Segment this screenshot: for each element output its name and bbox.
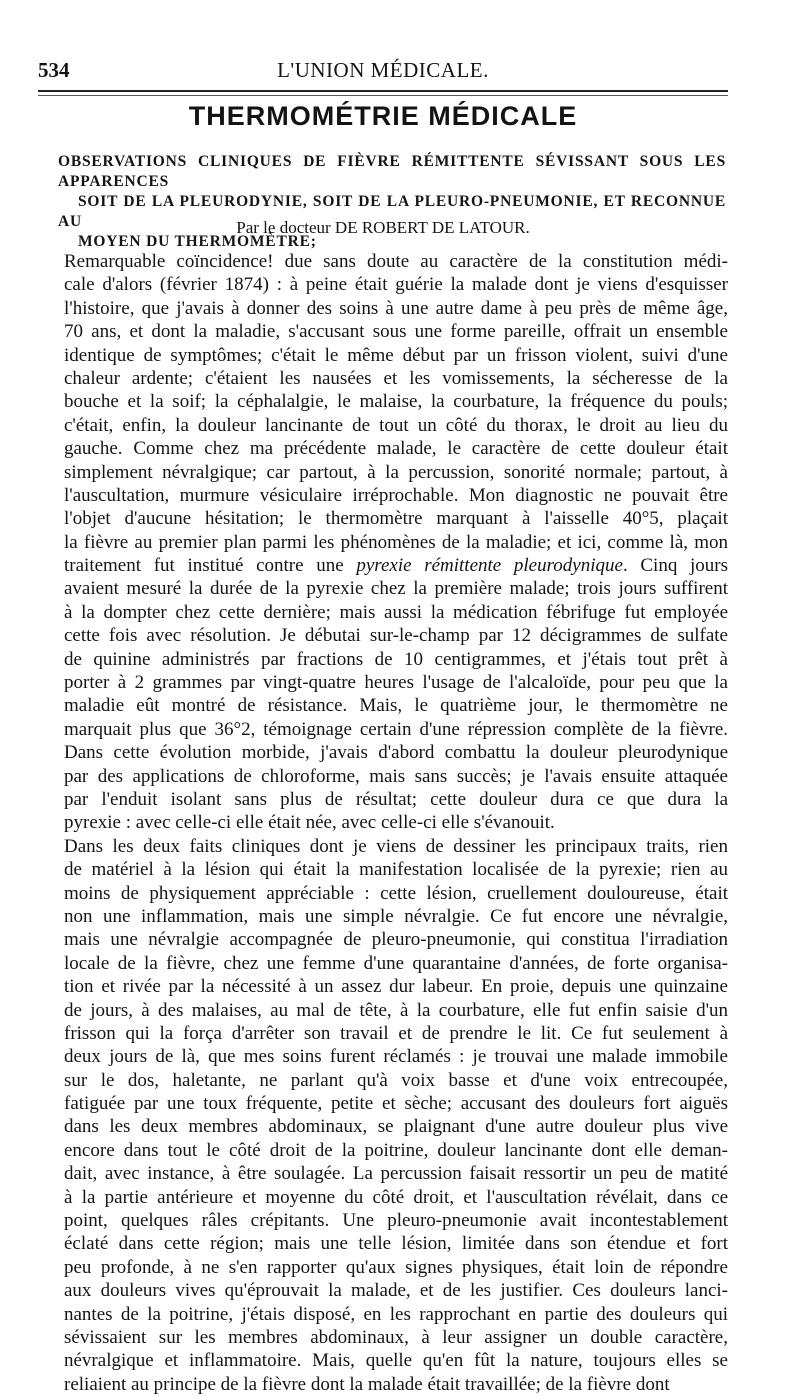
emphasized-term: pyrexie rémittente pleurodynique: [356, 555, 623, 577]
page-number: 534: [38, 58, 70, 82]
text-line: par l'enduit isolant sans plus de résultat; cette douleur dura ce que dura la: [64, 788, 728, 810]
text-line: 70 ans, et dont la maladie, s'accusant sous une forme pareille, offrait un ensemble: [64, 321, 728, 343]
running-head: [38, 56, 728, 86]
text-line: nantes de la poitrine, j'étais disposé, en les rapprochant en partie des douleurs qui: [64, 1303, 728, 1325]
text-line: encore dans tout le côté droit de la poitrine, douleur lancinante dont elle deman-: [64, 1139, 728, 1161]
header-rule: [38, 90, 728, 92]
text-line: pyrexie : avec celle-ci elle était née, avec celle-ci elle s'évanouit.: [64, 812, 555, 834]
text-line: chaleur ardente; c'étaient les nausées et les vomissements, la sécheresse de la: [64, 367, 728, 389]
text-line: névralgique et inflammatoire. Mais, quelle qu'en fût la nature, toujours elles se: [64, 1350, 728, 1372]
text-line: traitement fut institué contre une pyrexie rémittente pleurodynique. Cinq jours: [64, 555, 728, 577]
text-line: par des applications de chloroforme, mais sans succès; je l'avais ensuite attaquée: [64, 765, 728, 787]
section-title: THERMOMÉTRIE MÉDICALE: [188, 101, 578, 131]
text-line: bouche et la soif; la céphalalgie, le malaise, la courbature, la fréquence du pouls;: [64, 391, 728, 413]
text-line: aux douleurs vives qu'éprouvait la malade, et de les justifier. Ces douleurs lanci-: [64, 1280, 728, 1302]
text-line: de quinine administrés par fractions de 10 centigrammes, et j'étais tout prêt à: [64, 648, 728, 670]
article-heading-line: OBSERVATIONS CLINIQUES DE FIÈVRE RÉMITTENTE SÉVISSANT SOUS LES APPARENCES: [58, 153, 726, 190]
text-line: cale d'alors (février 1874) : à peine était guérie la malade dont je viens d'esquisser: [64, 274, 728, 296]
article-heading-line: SOIT DE LA PLEURODYNIE, SOIT DE LA PLEURO-PNEUMONIE, ET RECONNUE AU: [58, 193, 726, 230]
text-line: mais une névralgie accompagnée de pleuro-pneumonie, qui constitua l'irradiation: [64, 929, 728, 951]
text-line: c'était, enfin, la douleur lancinante de tout un côté du thorax, le droit au lieu du: [64, 414, 728, 436]
text-line: simplement névralgique; car partout, à la percussion, sonorité normale; partout, à: [64, 461, 728, 483]
text-line: porter à 2 grammes par vingt-quatre heures l'usage de l'alcaloïde, pour peu que la: [64, 672, 728, 694]
text-line: peu profonde, à ne s'en rapporter qu'aux signes physiques, était loin de répondre: [64, 1256, 728, 1278]
text-line: deux jours de là, que mes soins furent réclamés : je trouvai une malade immobile: [64, 1046, 728, 1068]
text-line: fatiguée par une toux fréquente, petite et sèche; accusant des douleurs fort aiguës: [64, 1093, 728, 1115]
text-line: gauche. Comme chez ma précédente malade, le caractère de cette douleur était: [64, 438, 728, 460]
text-line: éclaté dans cette région; mais une telle lésion, limitée dans son étendue et fort: [64, 1233, 728, 1255]
text-line: Remarquable coïncidence! due sans doute au caractère de la constitution médi-: [64, 251, 728, 272]
text-line: dait, avec instance, à être soulagée. La percussion faisait ressortir un peu de matité: [64, 1163, 728, 1185]
text-line: de jours, à des malaises, au mal de tête, à la courbature, elle fut enfin saisie d'un: [64, 999, 728, 1021]
text-line: dans les deux membres abdominaux, se plaignant d'une autre douleur plus vive: [64, 1116, 728, 1138]
text-line: l'objet d'aucune hésitation; le thermomètre marquant à l'aisselle 40°5, plaçait: [64, 508, 728, 530]
text-line: cette fois avec résolution. Je débutai sur-le-champ par 12 décigrammes de sulfate: [64, 625, 728, 647]
text-line: la fièvre au premier plan parmi les phénomènes de la maladie; et ici, comme là, mon: [64, 531, 728, 553]
text-line: sévissaient sur les membres abdominaux, à leur assigner un double caractère,: [64, 1326, 728, 1348]
text-line: non une inflammation, mais une simple névralgie. Ce fut encore une névralgie,: [64, 905, 728, 927]
body-text: [64, 250, 728, 1396]
text-line: sur le dos, haletante, ne parlant qu'à voix basse et d'une voix entrecoupée,: [64, 1069, 728, 1091]
text-line: frisson qui la força d'arrêter son travail et de prendre le lit. Ce fut seulement à: [64, 1022, 728, 1044]
text-line: moins de physiquement appréciable : cette lésion, cruellement douloureuse, était: [64, 882, 728, 904]
text-line: l'histoire, que j'avais à donner des soins à une autre dame à peu près de même âge,: [64, 297, 728, 319]
header-rule-thin: [38, 95, 728, 96]
text-line: l'auscultation, murmure vésiculaire irréprochable. Mon diagnostic ne pouvait être: [64, 484, 728, 506]
text-line: à la dompter chez cette dernière; mais aussi la médication fébrifuge fut employée: [64, 601, 728, 623]
byline: Par le docteur DE ROBERT DE LATOUR.: [236, 218, 530, 237]
text-line: point, quelques râles crépitants. Une pleuro-pneumonie avait incontestablement: [64, 1210, 728, 1232]
article-heading-line: MOYEN DU THERMOMÈTRE;: [78, 233, 317, 250]
text-line: à la partie antérieure et moyenne du côté droit, et l'auscultation révélait, dans ce: [64, 1186, 728, 1208]
text-line: locale de la fièvre, chez une femme d'une quarantaine d'années, de forte organisa-: [64, 952, 728, 974]
text-line: marquait plus que 36°2, témoignage certain d'une répression complète de la fièvre.: [64, 718, 728, 740]
text-line: de matériel à la lésion qui était la manifestation localisée de la pyrexie; rien au: [64, 859, 728, 881]
text-line: avaient mesuré la durée de la pyrexie chez la première malade; trois jours suffirent: [64, 578, 728, 600]
text-line: Dans les deux faits cliniques dont je viens de dessiner les principaux traits, rien: [64, 835, 728, 857]
text-line: maladie eût montré de résistance. Mais, le quatrième jour, le thermomètre ne: [64, 695, 728, 717]
text-line: tion et rivée par la nécessité à un assez dur labeur. En proie, depuis une quinzaine: [64, 976, 728, 998]
text-line: identique de symptômes; c'était le même début par un frisson violent, suivi d'une: [64, 344, 728, 366]
text-line: Dans cette évolution morbide, j'avais d'abord combattu la douleur pleurodynique: [64, 742, 728, 764]
journal-title: L'UNION MÉDICALE.: [277, 58, 489, 82]
text-line: reliaient au principe de la fièvre dont la malade était travaillée; de la fièvre dont: [64, 1373, 670, 1395]
